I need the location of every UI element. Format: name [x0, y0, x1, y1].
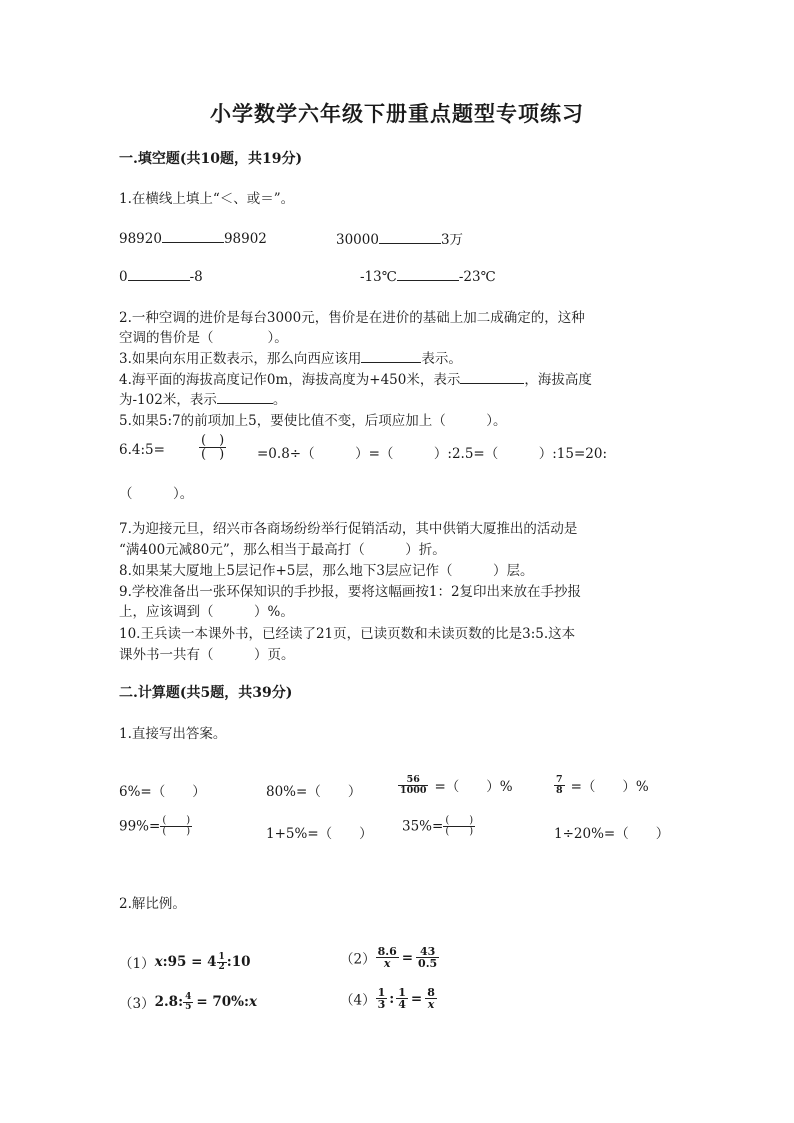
proportion-2-equals: =: [401, 949, 414, 966]
question-10-line1: 10.王兵读一本课外书，已经读了21页，已读页数和未读页数的比是3:5.这本: [119, 626, 576, 642]
proportion-3-x: x: [248, 994, 258, 1010]
calc-r1-d-rest: =（ ）%: [570, 779, 649, 795]
q1-b-left: 30000: [336, 232, 379, 248]
answer-blank[interactable]: [217, 389, 273, 404]
question-2-line2: 空调的售价是（ ）。: [119, 330, 288, 346]
question-3: [119, 347, 462, 367]
q1-compare-a: [119, 228, 267, 247]
q1-compare-c: [119, 266, 203, 285]
answer-blank[interactable]: [361, 348, 421, 363]
proportion-4-label: （4）: [340, 992, 376, 1009]
calc-r2-c-denominator: ( ): [445, 826, 474, 837]
proportion-1-frac-denominator: 2: [218, 961, 225, 972]
q1-d-left: -13℃: [360, 269, 397, 285]
proportion-4-b-numerator: 1: [398, 986, 406, 999]
proportion-3-prefix: 2.8:: [154, 994, 184, 1010]
q1-c-left: 0: [119, 269, 128, 285]
question-2-line1: 2.一种空调的进价是每台3000元，售价是在进价的基础上加二成确定的，这种: [119, 310, 585, 326]
proportion-1: [119, 952, 251, 972]
calc-r2-a-numerator: ( ): [162, 815, 191, 826]
calc-r2-a-prefix: 99%=: [119, 818, 161, 835]
answer-blank[interactable]: [162, 228, 224, 243]
proportion-3-frac-denominator: 5: [185, 1001, 192, 1012]
question-10-line2: 课外书一共有（ ）页。: [119, 647, 295, 663]
proportion-2-label: （2）: [340, 951, 376, 968]
answer-blank[interactable]: [379, 229, 441, 244]
calc-r1-d: [554, 775, 649, 795]
calc-r1-c-numerator: 56: [398, 775, 428, 786]
calc-r2-b: 1+5%=（ ）: [266, 826, 373, 842]
proportion-2-left-numerator: 8.6: [377, 945, 397, 958]
section-heading-calculation: 二.计算题(共5题，共39分): [119, 685, 293, 701]
question-1-text: 1.在横线上填上“＜、或＝”。: [119, 191, 295, 207]
calc-r2-a-denominator: ( ): [162, 826, 191, 837]
proportion-1-frac-numerator: 1: [218, 951, 225, 962]
q6-frac-numerator: ( ): [201, 433, 225, 448]
question-4-line1: [119, 368, 592, 388]
calc-r2-c: [402, 816, 475, 837]
question-5: 5.如果5:7的前项加上5，要使比值不变，后项应加上（ ）。: [119, 413, 507, 429]
proportion-1-label: （1）: [119, 956, 155, 972]
section-heading-fill-blank: 一.填空题(共10题，共19分): [119, 151, 303, 167]
proportion-2-left-denominator: x: [383, 957, 391, 970]
calc-r1-a: 6%=（ ）: [119, 784, 206, 800]
q3-prefix: 3.如果向东用正数表示，那么向西应该用: [119, 351, 362, 367]
calc-r1-b: 80%=（ ）: [266, 784, 362, 800]
calc-r1-d-numerator: 7: [556, 774, 563, 785]
proportion-4-a-denominator: 3: [377, 998, 386, 1011]
proportion-4-right-denominator: x: [427, 998, 435, 1011]
proportion-4: [340, 987, 437, 1010]
q1-a-left: 98920: [119, 231, 162, 247]
proportion-4-b-denominator: 4: [398, 998, 406, 1011]
calc-r1-c-denominator: 1000: [400, 784, 427, 796]
q1-a-right: 98902: [223, 231, 267, 247]
proportion-1-x: x: [154, 954, 163, 970]
q1-compare-b: [336, 228, 463, 248]
proportion-3-label: （3）: [119, 996, 155, 1012]
question-9-line2: 上，应该调到（ ）%。: [119, 604, 294, 620]
calc-r1-d-denominator: 8: [556, 784, 563, 796]
question-6-prefix: 6.4:5=: [119, 442, 165, 458]
q4-line2-suffix: 。: [272, 392, 287, 408]
calc-r1-c-rest: =（ ）%: [434, 779, 513, 795]
proportion-3-mid: = 70%:: [196, 994, 249, 1010]
calc-question-2-text: 2.解比例。: [119, 896, 186, 912]
proportion-1-mid: :95 = 4: [162, 954, 217, 970]
proportion-1-end: :10: [226, 954, 251, 970]
proportion-2: [340, 946, 439, 969]
q4-prefix: 4.海平面的海拔高度记作0m，海拔高度为+450米，表示: [119, 372, 461, 388]
calc-question-1-text: 1.直接写出答案。: [119, 726, 227, 742]
question-9-line1: 9.学校准备出一张环保知识的手抄报，要将这幅画按1：2复印出来放在手抄报: [119, 584, 582, 600]
answer-blank[interactable]: [128, 266, 190, 281]
proportion-4-right-numerator: 8: [427, 986, 435, 999]
answer-blank[interactable]: [397, 266, 459, 281]
proportion-2-right-denominator: 0.5: [418, 957, 438, 970]
q1-d-right: -23℃: [458, 269, 496, 285]
proportion-4-a-numerator: 1: [377, 986, 386, 999]
proportion-3: [119, 992, 257, 1012]
q1-c-right: -8: [189, 269, 203, 285]
q4-suffix: ，海拔高度: [524, 372, 592, 388]
calc-r1-c: [398, 775, 513, 795]
calc-r2-c-prefix: 35%=: [402, 818, 444, 835]
proportion-4-colon: :: [389, 990, 395, 1007]
q1-compare-d: [360, 266, 496, 285]
answer-blank[interactable]: [460, 369, 524, 384]
q6-frac-denominator: ( ): [201, 447, 225, 462]
question-7-line2: “满400元减80元”，那么相当于最高打（ ）折。: [119, 542, 446, 558]
q3-suffix: 表示。: [421, 351, 462, 367]
proportion-4-equals: =: [410, 990, 423, 1007]
proportion-3-frac-numerator: 4: [185, 991, 192, 1002]
question-4-line2: [119, 388, 286, 408]
calc-r2-a: [119, 816, 192, 837]
calc-r2-c-numerator: ( ): [445, 815, 474, 826]
page-title: 小学数学六年级下册重点题型专项练习: [210, 101, 584, 126]
calc-r2-d: 1÷20%=（ ）: [554, 826, 670, 842]
question-8: 8.如果某大厦地上5层记作+5层，那么地下3层应记作（ ）层。: [119, 563, 534, 579]
q1-b-right: 3万: [440, 232, 464, 248]
q4-line2-prefix: 为-102米，表示: [119, 392, 217, 408]
proportion-2-right-numerator: 43: [416, 946, 439, 958]
question-6-fraction: [199, 434, 226, 461]
question-6-line2: （ ）。: [119, 486, 194, 502]
question-7-line1: 7.为迎接元旦，绍兴市各商场纷纷举行促销活动，其中供销大厦推出的活动是: [119, 521, 578, 537]
question-6-rest: =0.8÷（ ）=（ ）:2.5=（ ）:15=20:: [257, 446, 607, 462]
